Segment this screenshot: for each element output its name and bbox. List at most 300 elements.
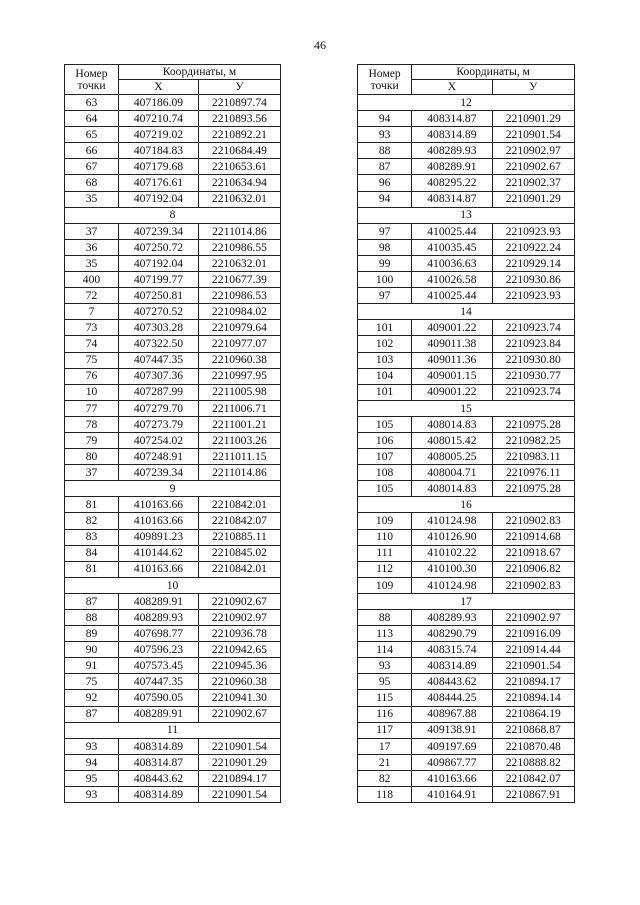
y-coordinate-cell: 2210902.97 (198, 610, 280, 626)
table-row (65, 255, 281, 271)
table-row (65, 239, 281, 255)
table-row (65, 384, 281, 400)
y-coordinate-cell: 2210864.19 (492, 706, 574, 722)
section-label: 11 (65, 722, 281, 738)
table-row (65, 320, 281, 336)
y-coordinate-cell: 2211011.15 (198, 449, 280, 465)
x-coordinate-cell: 408443.62 (412, 674, 492, 690)
x-coordinate-cell: 407273.79 (119, 416, 199, 432)
y-coordinate-cell: 2210906.82 (492, 561, 574, 577)
point-number-cell: 96 (358, 175, 412, 191)
table-row (65, 352, 281, 368)
y-coordinate-cell: 2210902.37 (492, 175, 574, 191)
y-coordinate-cell: 2210923.93 (492, 223, 574, 239)
point-number-cell: 90 (65, 642, 119, 658)
y-coordinate-cell: 2210923.93 (492, 288, 574, 304)
x-coordinate-cell: 409138.91 (412, 722, 492, 738)
point-number-cell: 64 (65, 111, 119, 127)
table-row (65, 416, 281, 432)
y-coordinate-cell: 2210901.54 (492, 127, 574, 143)
y-coordinate-cell: 2210897.74 (198, 95, 280, 111)
table-row (358, 223, 575, 239)
x-coordinate-cell: 410025.44 (412, 223, 492, 239)
y-coordinate-cell: 2210986.55 (198, 239, 280, 255)
table-row (65, 674, 281, 690)
y-coordinate-cell: 2210930.80 (492, 352, 574, 368)
x-coordinate-cell: 407248.91 (119, 449, 199, 465)
x-coordinate-cell: 408314.89 (412, 658, 492, 674)
y-coordinate-cell: 2210902.97 (492, 610, 574, 626)
point-number-cell: 93 (65, 787, 119, 803)
x-coordinate-cell: 410163.66 (412, 770, 492, 786)
x-coordinate-cell: 410163.66 (119, 497, 199, 513)
table-row (358, 449, 575, 465)
x-coordinate-cell: 409011.38 (412, 336, 492, 352)
y-coordinate-cell: 2211003.26 (198, 432, 280, 448)
x-coordinate-cell: 408005.25 (412, 449, 492, 465)
point-number-cell: 115 (358, 690, 412, 706)
x-coordinate-cell: 408314.89 (412, 127, 492, 143)
y-coordinate-cell: 2210893.56 (198, 111, 280, 127)
table-row (358, 143, 575, 159)
x-coordinate-cell: 410036.63 (412, 255, 492, 271)
point-number-cell: 72 (65, 288, 119, 304)
x-coordinate-cell: 407192.04 (119, 255, 199, 271)
point-number-cell: 77 (65, 400, 119, 416)
table-row (358, 255, 575, 271)
table-row (358, 754, 575, 770)
point-number-cell: 17 (358, 738, 412, 754)
point-number-cell: 111 (358, 545, 412, 561)
section-row (358, 304, 575, 320)
x-coordinate-cell: 408004.71 (412, 465, 492, 481)
point-number-cell: 83 (65, 529, 119, 545)
y-coordinate-cell: 2210902.67 (198, 593, 280, 609)
point-number-cell: 97 (358, 223, 412, 239)
x-coordinate-cell: 409867.77 (412, 754, 492, 770)
y-coordinate-cell: 2210930.77 (492, 368, 574, 384)
x-coordinate-cell: 408289.93 (412, 610, 492, 626)
x-coordinate-cell: 407210.74 (119, 111, 199, 127)
table-row (65, 658, 281, 674)
table-row (358, 738, 575, 754)
table-row (358, 320, 575, 336)
x-coordinate-cell: 408314.87 (412, 111, 492, 127)
table-row (358, 770, 575, 786)
y-coordinate-cell: 2210902.97 (492, 143, 574, 159)
x-column-header: X (119, 80, 199, 95)
x-coordinate-cell: 408289.93 (412, 143, 492, 159)
table-row (358, 384, 575, 400)
table-row (65, 787, 281, 803)
section-row (65, 481, 281, 497)
y-coordinate-cell: 2210901.29 (492, 111, 574, 127)
y-coordinate-cell: 2210842.07 (492, 770, 574, 786)
table-body (358, 95, 575, 803)
x-coordinate-cell: 408015.42 (412, 432, 492, 448)
table-row (65, 223, 281, 239)
x-coordinate-cell: 409197.69 (412, 738, 492, 754)
point-number-cell: 87 (65, 593, 119, 609)
table-row (65, 288, 281, 304)
point-number-cell: 63 (65, 95, 119, 111)
x-coordinate-cell: 408314.87 (119, 754, 199, 770)
section-row (358, 207, 575, 223)
x-coordinate-cell: 408314.87 (412, 191, 492, 207)
point-number-cell: 109 (358, 513, 412, 529)
point-number-cell: 110 (358, 529, 412, 545)
coordinates-table-left (64, 64, 281, 803)
table-row (65, 626, 281, 642)
x-coordinate-cell: 407239.34 (119, 465, 199, 481)
point-number-cell: 109 (358, 577, 412, 593)
point-number-cell: 105 (358, 416, 412, 432)
point-number-header (358, 65, 412, 95)
table-row (65, 593, 281, 609)
table-row (65, 561, 281, 577)
section-label: 13 (358, 207, 575, 223)
y-coordinate-cell: 2210902.67 (198, 706, 280, 722)
table-row (65, 127, 281, 143)
point-number-cell: 93 (358, 658, 412, 674)
x-coordinate-cell: 407192.04 (119, 191, 199, 207)
x-coordinate-cell: 407303.28 (119, 320, 199, 336)
table-row (65, 368, 281, 384)
table-row (358, 465, 575, 481)
point-number-cell: 89 (65, 626, 119, 642)
table-row (65, 175, 281, 191)
point-number-cell: 103 (358, 352, 412, 368)
table-header (65, 65, 281, 95)
y-coordinate-cell: 2210979.64 (198, 320, 280, 336)
table-row (358, 722, 575, 738)
x-coordinate-cell: 407186.09 (119, 95, 199, 111)
y-coordinate-cell: 2210916.09 (492, 626, 574, 642)
point-number-cell: 37 (65, 223, 119, 239)
point-number-cell: 88 (65, 610, 119, 626)
table-row (65, 449, 281, 465)
y-column-header: У (198, 80, 280, 95)
y-coordinate-cell: 2210923.74 (492, 320, 574, 336)
table-row (358, 577, 575, 593)
y-coordinate-cell: 2210632.01 (198, 255, 280, 271)
section-label: 14 (358, 304, 575, 320)
table-row (65, 642, 281, 658)
y-coordinate-cell: 2210901.54 (492, 658, 574, 674)
section-row (358, 95, 575, 111)
point-number-cell: 101 (358, 384, 412, 400)
point-number-cell: 76 (65, 368, 119, 384)
x-coordinate-cell: 408444.25 (412, 690, 492, 706)
y-coordinate-cell: 2210902.83 (492, 577, 574, 593)
x-coordinate-cell: 408290.79 (412, 626, 492, 642)
section-label: 8 (65, 207, 281, 223)
y-coordinate-cell: 2210901.29 (198, 754, 280, 770)
y-coordinate-cell: 2211006.71 (198, 400, 280, 416)
point-number-header-line1: Номер (75, 66, 108, 80)
x-coordinate-cell: 408967.88 (412, 706, 492, 722)
point-number-cell: 37 (65, 465, 119, 481)
y-coordinate-cell: 2210923.74 (492, 384, 574, 400)
x-coordinate-cell: 407176.61 (119, 175, 199, 191)
point-number-cell: 66 (65, 143, 119, 159)
y-coordinate-cell: 2210632.01 (198, 191, 280, 207)
x-coordinate-cell: 410163.66 (119, 561, 199, 577)
y-coordinate-cell: 2210885.11 (198, 529, 280, 545)
section-row (65, 577, 281, 593)
x-coordinate-cell: 410100.30 (412, 561, 492, 577)
table-row (358, 787, 575, 803)
point-number-cell: 7 (65, 304, 119, 320)
x-coordinate-cell: 407179.68 (119, 159, 199, 175)
table-row (65, 770, 281, 786)
x-coordinate-cell: 409011.36 (412, 352, 492, 368)
table-row (65, 738, 281, 754)
point-number-cell: 116 (358, 706, 412, 722)
point-number-cell: 21 (358, 754, 412, 770)
table-row (65, 400, 281, 416)
point-number-cell: 10 (65, 384, 119, 400)
point-number-cell: 112 (358, 561, 412, 577)
point-number-cell: 113 (358, 626, 412, 642)
point-number-cell: 102 (358, 336, 412, 352)
point-number-cell: 75 (65, 352, 119, 368)
point-number-cell: 80 (65, 449, 119, 465)
y-coordinate-cell: 2210960.38 (198, 352, 280, 368)
x-coordinate-cell: 407250.72 (119, 239, 199, 255)
x-coordinate-cell: 408314.89 (119, 787, 199, 803)
point-number-cell: 79 (65, 432, 119, 448)
table-row (65, 529, 281, 545)
table-row (358, 545, 575, 561)
table-row (358, 127, 575, 143)
y-coordinate-cell: 2210845.02 (198, 545, 280, 561)
point-number-cell: 97 (358, 288, 412, 304)
table-row (65, 497, 281, 513)
point-number-cell: 95 (358, 674, 412, 690)
point-number-cell: 92 (65, 690, 119, 706)
x-coordinate-cell: 410124.98 (412, 513, 492, 529)
y-coordinate-cell: 2210634.94 (198, 175, 280, 191)
page-number: 46 (314, 38, 326, 52)
point-number-cell: 82 (358, 770, 412, 786)
point-number-header-line1: Номер (368, 66, 401, 80)
point-number-cell: 118 (358, 787, 412, 803)
x-coordinate-cell: 407590.05 (119, 690, 199, 706)
table-row (358, 706, 575, 722)
y-coordinate-cell: 2210982.25 (492, 432, 574, 448)
table-row (358, 352, 575, 368)
x-coordinate-cell: 407184.83 (119, 143, 199, 159)
point-number-cell: 82 (65, 513, 119, 529)
y-coordinate-cell: 2210868.87 (492, 722, 574, 738)
x-coordinate-cell: 407239.34 (119, 223, 199, 239)
x-coordinate-cell: 410144.62 (119, 545, 199, 561)
point-number-cell: 108 (358, 465, 412, 481)
section-label: 12 (358, 95, 575, 111)
y-coordinate-cell: 2210914.68 (492, 529, 574, 545)
point-number-cell: 73 (65, 320, 119, 336)
section-label: 9 (65, 481, 281, 497)
table-row (65, 191, 281, 207)
point-number-cell: 94 (358, 111, 412, 127)
table-row (358, 626, 575, 642)
table-row (65, 304, 281, 320)
point-number-header-line2: точки (370, 78, 399, 92)
point-number-cell: 65 (65, 127, 119, 143)
table-row (65, 690, 281, 706)
table-row (358, 561, 575, 577)
point-number-cell: 74 (65, 336, 119, 352)
section-row (358, 400, 575, 416)
table-row (65, 272, 281, 288)
x-coordinate-cell: 410164.91 (412, 787, 492, 803)
x-coordinate-cell: 407447.35 (119, 674, 199, 690)
table-row (358, 432, 575, 448)
point-number-cell: 78 (65, 416, 119, 432)
x-coordinate-cell: 407199.77 (119, 272, 199, 288)
point-number-cell: 81 (65, 497, 119, 513)
y-coordinate-cell: 2210942.65 (198, 642, 280, 658)
y-coordinate-cell: 2210983.11 (492, 449, 574, 465)
point-number-cell: 93 (358, 127, 412, 143)
x-coordinate-cell: 410124.98 (412, 577, 492, 593)
point-number-cell: 91 (65, 658, 119, 674)
y-coordinate-cell: 2210914.44 (492, 642, 574, 658)
point-number-cell: 93 (65, 738, 119, 754)
y-coordinate-cell: 2210653.61 (198, 159, 280, 175)
y-coordinate-cell: 2210894.17 (198, 770, 280, 786)
x-coordinate-cell: 408014.83 (412, 416, 492, 432)
y-coordinate-cell: 2210842.01 (198, 561, 280, 577)
y-coordinate-cell: 2210888.82 (492, 754, 574, 770)
x-coordinate-cell: 407307.36 (119, 368, 199, 384)
point-number-header-line2: точки (77, 78, 106, 92)
x-coordinate-cell: 410035.45 (412, 239, 492, 255)
x-coordinate-cell: 407270.52 (119, 304, 199, 320)
point-number-cell: 35 (65, 191, 119, 207)
y-coordinate-cell: 2210902.83 (492, 513, 574, 529)
point-number-cell: 99 (358, 255, 412, 271)
y-coordinate-cell: 2210986.53 (198, 288, 280, 304)
y-coordinate-cell: 2211001.21 (198, 416, 280, 432)
x-coordinate-cell: 409001.15 (412, 368, 492, 384)
x-coordinate-cell: 408443.62 (119, 770, 199, 786)
y-coordinate-cell: 2210901.54 (198, 787, 280, 803)
x-coordinate-cell: 408315.74 (412, 642, 492, 658)
point-number-cell: 400 (65, 272, 119, 288)
section-label: 15 (358, 400, 575, 416)
x-coordinate-cell: 407279.70 (119, 400, 199, 416)
table-row (65, 111, 281, 127)
y-coordinate-cell: 2211014.86 (198, 223, 280, 239)
y-coordinate-cell: 2211014.86 (198, 465, 280, 481)
table-row (65, 545, 281, 561)
table-row (65, 159, 281, 175)
table-row (358, 642, 575, 658)
y-coordinate-cell: 2210902.67 (492, 159, 574, 175)
point-number-cell: 105 (358, 481, 412, 497)
table-row (358, 513, 575, 529)
y-coordinate-cell: 2210842.01 (198, 497, 280, 513)
x-coordinate-cell: 407447.35 (119, 352, 199, 368)
table-row (358, 336, 575, 352)
x-coordinate-cell: 408289.93 (119, 610, 199, 626)
y-coordinate-cell: 2210930.86 (492, 272, 574, 288)
table-row (358, 674, 575, 690)
point-number-cell: 88 (358, 143, 412, 159)
table-row (65, 143, 281, 159)
point-number-cell: 36 (65, 239, 119, 255)
point-number-cell: 95 (65, 770, 119, 786)
section-row (358, 497, 575, 513)
y-coordinate-cell: 2210975.28 (492, 481, 574, 497)
table-row (65, 513, 281, 529)
point-number-cell: 101 (358, 320, 412, 336)
section-label: 10 (65, 577, 281, 593)
point-number-cell: 88 (358, 610, 412, 626)
x-coordinate-cell: 407573.45 (119, 658, 199, 674)
y-coordinate-cell: 2210960.38 (198, 674, 280, 690)
x-coordinate-cell: 410102.22 (412, 545, 492, 561)
y-coordinate-cell: 2210918.67 (492, 545, 574, 561)
y-coordinate-cell: 2210997.95 (198, 368, 280, 384)
x-coordinate-cell: 408289.91 (119, 593, 199, 609)
x-coordinate-cell: 408289.91 (412, 159, 492, 175)
y-coordinate-cell: 2210976.11 (492, 465, 574, 481)
x-coordinate-cell: 408314.89 (119, 738, 199, 754)
table-row (65, 432, 281, 448)
table-row (65, 336, 281, 352)
x-column-header: X (412, 80, 492, 95)
point-number-cell: 87 (65, 706, 119, 722)
x-coordinate-cell: 408289.91 (119, 706, 199, 722)
table-row (358, 111, 575, 127)
coordinates-header: Координаты, м (119, 65, 281, 80)
x-coordinate-cell: 410163.66 (119, 513, 199, 529)
table-row (358, 272, 575, 288)
section-row (65, 722, 281, 738)
table-row (358, 610, 575, 626)
y-coordinate-cell: 2210984.02 (198, 304, 280, 320)
y-coordinate-cell: 2210945.36 (198, 658, 280, 674)
y-coordinate-cell: 2210894.17 (492, 674, 574, 690)
table-row (65, 754, 281, 770)
y-coordinate-cell: 2210677.39 (198, 272, 280, 288)
x-coordinate-cell: 407219.02 (119, 127, 199, 143)
x-coordinate-cell: 407254.02 (119, 432, 199, 448)
y-coordinate-cell: 2210929.14 (492, 255, 574, 271)
section-label: 16 (358, 497, 575, 513)
table-header (358, 65, 575, 95)
point-number-cell: 75 (65, 674, 119, 690)
point-number-cell: 35 (65, 255, 119, 271)
x-coordinate-cell: 410126.90 (412, 529, 492, 545)
table-row (358, 529, 575, 545)
y-coordinate-cell: 2210901.54 (198, 738, 280, 754)
x-coordinate-cell: 408014.83 (412, 481, 492, 497)
section-label: 17 (358, 593, 575, 609)
table-row (65, 465, 281, 481)
table-row (358, 368, 575, 384)
y-coordinate-cell: 2210867.91 (492, 787, 574, 803)
table-body (65, 95, 281, 803)
x-coordinate-cell: 410025.44 (412, 288, 492, 304)
section-row (358, 593, 575, 609)
table-row (358, 658, 575, 674)
point-number-cell: 84 (65, 545, 119, 561)
point-number-cell: 107 (358, 449, 412, 465)
